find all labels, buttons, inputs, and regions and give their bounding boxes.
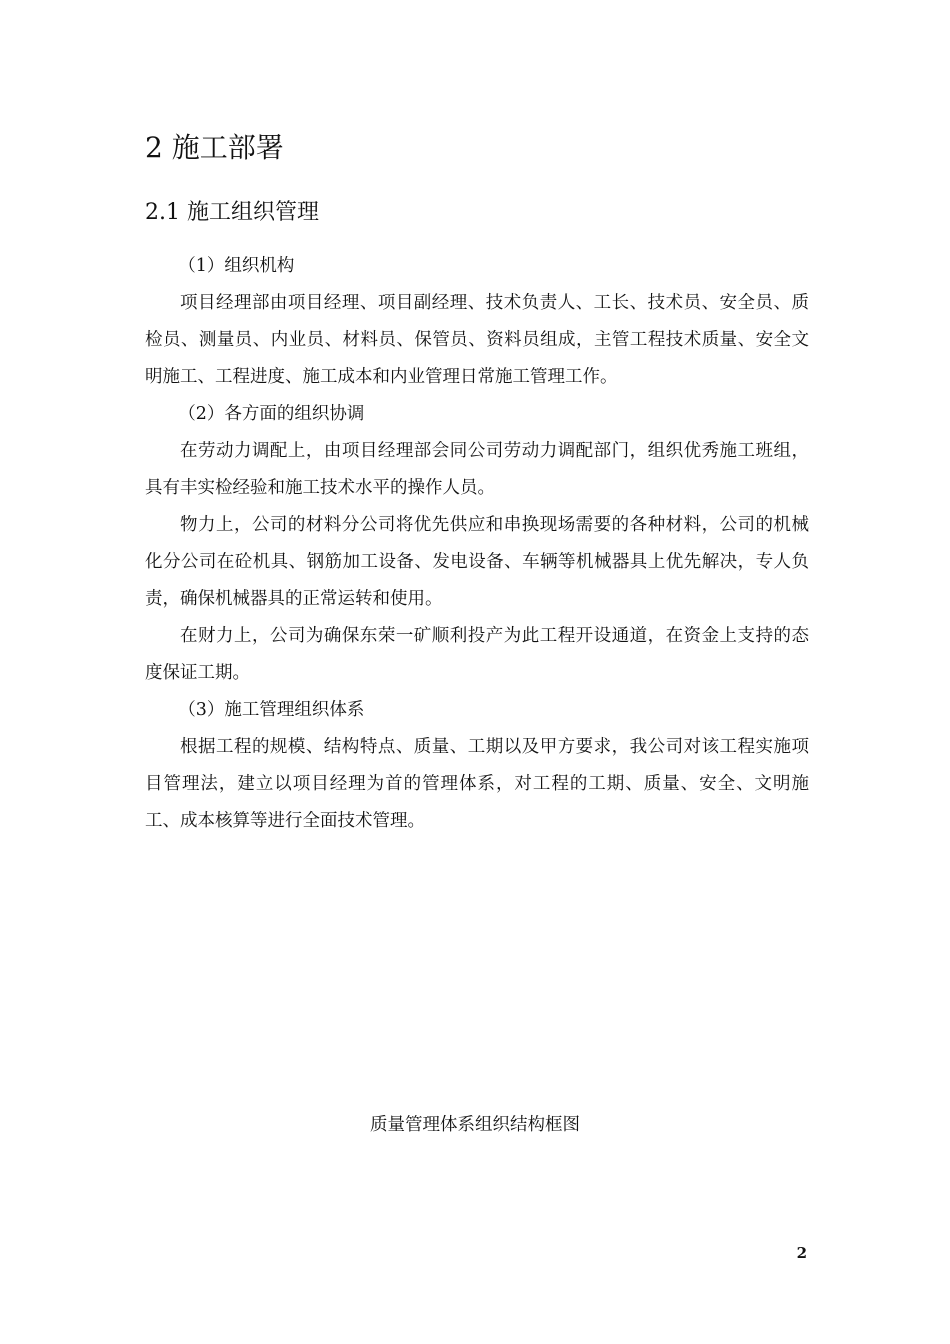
body-text <box>145 248 809 840</box>
item-heading-coordination: （2）各方面的组织协调 <box>178 404 365 424</box>
section-heading: 2 施工部署 <box>145 131 284 164</box>
paragraph-finance: 在财力上，公司为确保东荣一矿顺利投产为此工程开设通道，在资金上支持的态度保证工期。 <box>145 626 809 683</box>
page-number: 2 <box>796 1244 807 1262</box>
subsection-heading: 2.1 施工组织管理 <box>145 200 319 225</box>
item-heading-management-system: （3）施工管理组织体系 <box>178 700 365 720</box>
figure-caption: 质量管理体系组织结构框图 <box>370 1115 580 1135</box>
paragraph-labor: 在劳动力调配上，由项目经理部会同公司劳动力调配部门，组织优秀施工班组，具有丰实检经验和施工技术水平的操作人员。 <box>145 441 809 498</box>
item-heading-organization: （1）组织机构 <box>178 256 295 276</box>
paragraph-organization: 项目经理部由项目经理、项目副经理、技术负责人、工长、技术员、安全员、质检员、测量员、内业员、材料员、保管员、资料员组成，主管工程技术质量、安全文明施工、工程进度、施工成本和内业管理日常施工管理工作。 <box>145 293 809 387</box>
paragraph-management-system: 根据工程的规模、结构特点、质量、工期以及甲方要求，我公司对该工程实施项目管理法，建立以项目经理为首的管理体系，对工程的工期、质量、安全、文明施工、成本核算等进行全面技术管理。 <box>145 737 809 831</box>
paragraph-materials: 物力上，公司的材料分公司将优先供应和串换现场需要的各种材料，公司的机械化分公司在砼机具、钢筋加工设备、发电设备、车辆等机械器具上优先解决，专人负责，确保机械器具的正常运转和使用。 <box>145 515 809 609</box>
